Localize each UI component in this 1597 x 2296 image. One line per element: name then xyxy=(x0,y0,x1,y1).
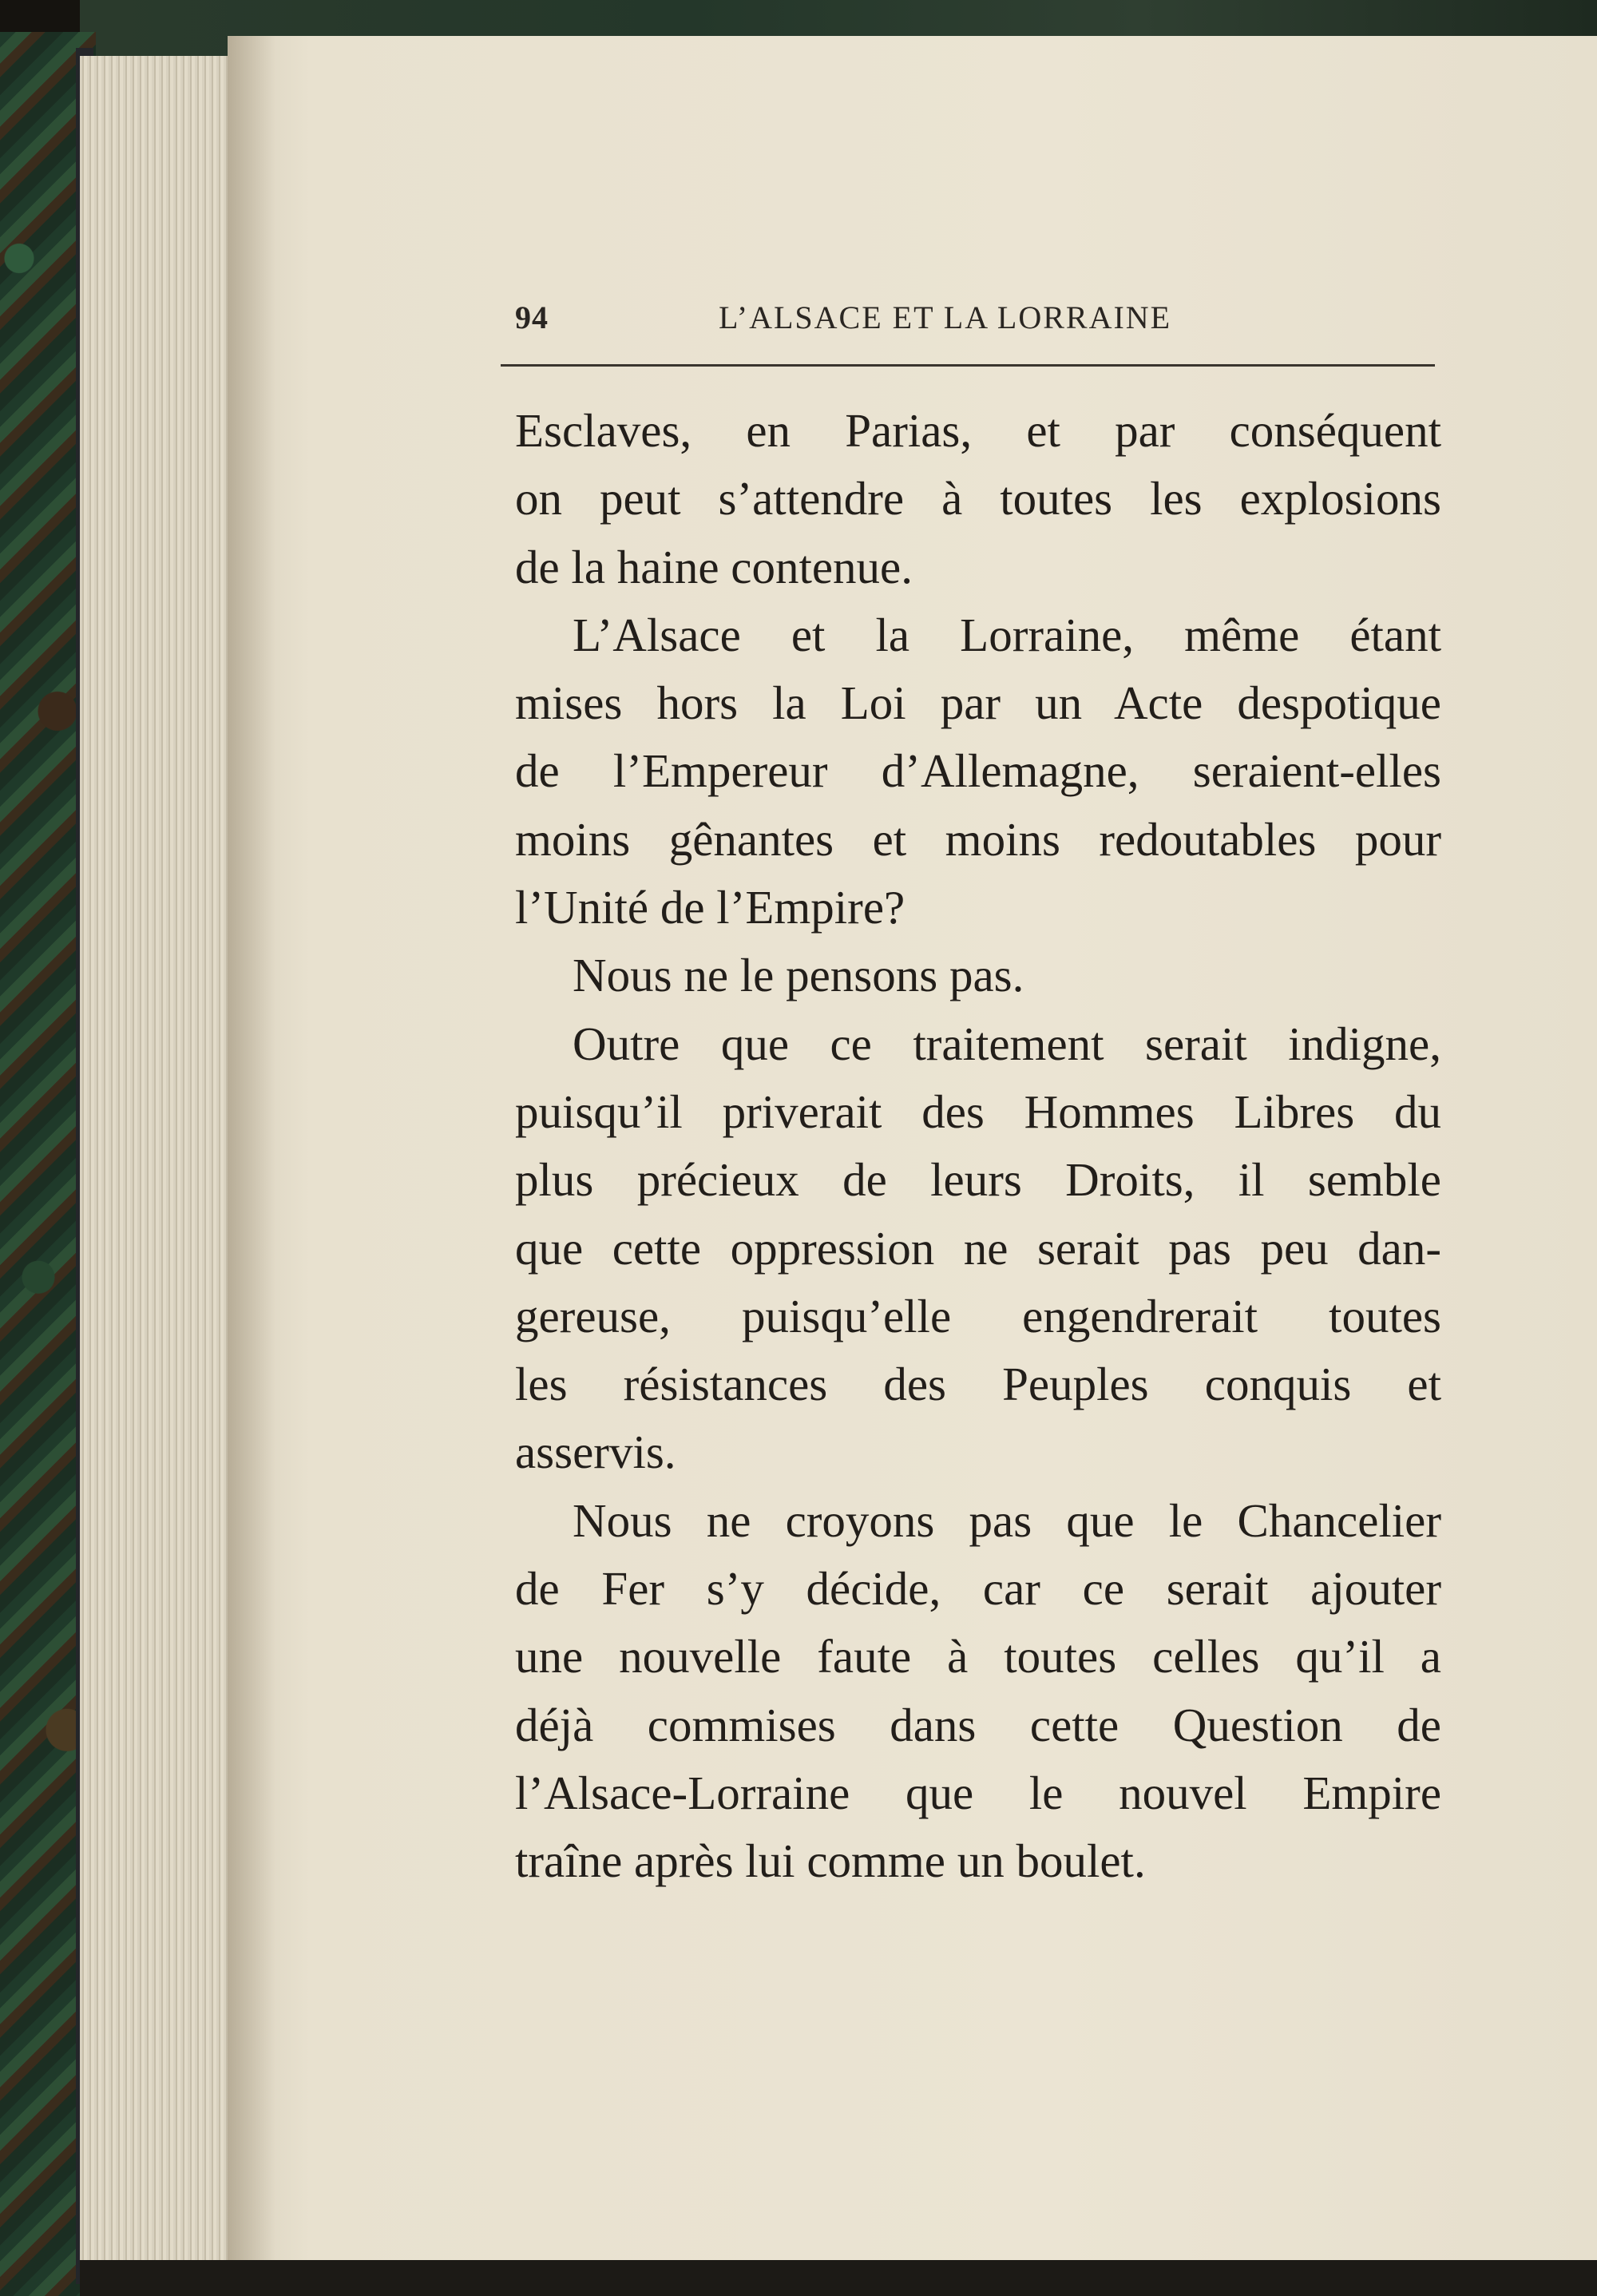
text-line: plus précieux de leurs Droits, il semble xyxy=(515,1153,1441,1207)
text-line: gereuse, puisqu’elle engendrerait toutes xyxy=(515,1289,1441,1342)
book-bottom-edge xyxy=(80,2260,1597,2296)
page-number: 94 xyxy=(515,299,549,335)
text-line: de Fer s’y décide, car ce serait ajouter xyxy=(515,1562,1441,1616)
text-line: Esclaves, en Parias, et par conséquent xyxy=(515,404,1441,457)
paragraph-1 xyxy=(515,397,1441,601)
text-line: l’Unité de l’Empire? xyxy=(515,881,905,934)
text-line: Outre que ce traitement serait indigne, xyxy=(573,1017,1441,1070)
text-line: asservis. xyxy=(515,1426,676,1479)
text-line: Nous ne croyons pas que le Chancelier xyxy=(573,1493,1441,1547)
text-line: que cette oppression ne serait pas peu dan- xyxy=(515,1221,1441,1275)
text-line: puisqu’il priverait des Hommes Libres du xyxy=(515,1085,1441,1138)
running-header xyxy=(515,294,1441,350)
text-line: les résistances des Peuples conquis et xyxy=(515,1358,1441,1411)
text-line: l’Alsace-Lorraine que le nouvel Empire xyxy=(515,1766,1441,1819)
text-line: une nouvelle faute à toutes celles qu’il a xyxy=(515,1630,1441,1683)
text-line: moins gênantes et moins redoutables pour xyxy=(515,812,1441,866)
gutter-shadow xyxy=(228,36,275,2272)
text-line: L’Alsace et la Lorraine, même étant xyxy=(573,608,1441,661)
paragraph-5 xyxy=(515,1487,1441,1896)
page-stack-edges xyxy=(80,56,232,2260)
text-line: de l’Empereur d’Allemagne, seraient-elles xyxy=(515,744,1441,798)
text-line: déjà commises dans cette Question de xyxy=(515,1698,1441,1751)
body-text xyxy=(515,397,1441,1896)
paragraph-2 xyxy=(515,601,1441,942)
paragraph-4 xyxy=(515,1010,1441,1487)
text-line: de la haine contenue. xyxy=(515,540,913,593)
paragraph-3 xyxy=(515,942,1441,1009)
text-line: mises hors la Loi par un Acte despotique xyxy=(515,676,1441,730)
text-line: Nous ne le pensons pas. xyxy=(573,949,1024,1002)
header-rule xyxy=(501,364,1435,367)
running-title: L’ALSACE ET LA LORRAINE xyxy=(719,299,1172,335)
text-line: traîne après lui comme un boulet. xyxy=(515,1834,1146,1888)
text-line: on peut s’attendre à toutes les explosions xyxy=(515,472,1441,525)
